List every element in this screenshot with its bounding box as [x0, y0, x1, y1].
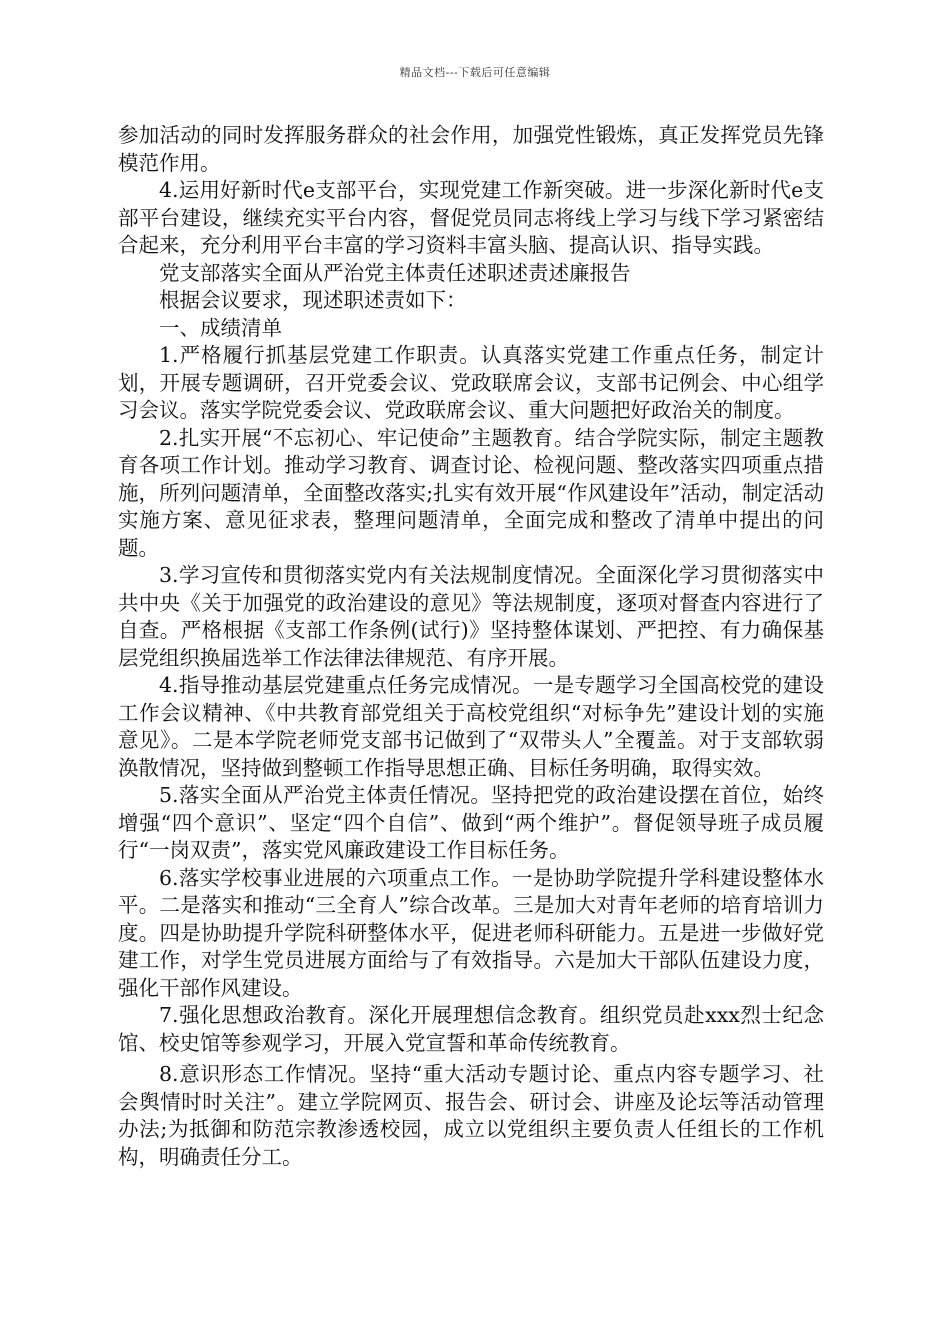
list-item: 5.落实全面从严治党主体责任情况。坚持把党的政治建设摆在首位，始终增强“四个意识”、坚定“四个自信”、做到“两个维护”。督促领导班子成员履行“一岗双责”，落实党风廉政建设工作目标任务。	[118, 783, 824, 862]
list-item: 7.强化思想政治教育。深化开展理想信念教育。组织党员赴xxx烈士纪念馆、校史馆等参观学习，开展入党宣誓和革命传统教育。	[118, 1003, 824, 1055]
list-item: 3.学习宣传和贯彻落实党内有关法规制度情况。全面深化学习贯彻落实中共中央《关于加强党的政治建设的意见》等法规制度，逐项对督查内容进行了自查。严格根据《支部工作条例(试行)》坚持整体谋划、严把控、有力确保基层党组织换届选举工作法律法律规范、有序开展。	[118, 563, 824, 670]
paragraph: 4.运用好新时代e支部平台，实现党建工作新突破。进一步深化新时代e支部平台建设，继续充实平台内容，督促党员同志将线上学习与线下学习紧密结合起来，充分利用平台丰富的学习资料丰富头脑、提高认识、指导实践。	[118, 178, 824, 257]
section-heading: 一、成绩清单	[159, 315, 282, 340]
section-title: 党支部落实全面从严治党主体责任述职述责述廉报告	[159, 260, 631, 285]
paragraph: 根据会议要求，现述职述责如下：	[159, 288, 467, 312]
paragraph: 参加活动的同时发挥服务群众的社会作用，加强党性锻炼，真正发挥党员先锋模范作用。	[118, 123, 824, 175]
list-item: 8.意识形态工作情况。坚持“重大活动专题讨论、重点内容专题学习、社会舆情时时关注”。建立学院网页、报告会、研讨会、讲座及论坛等活动管理办法;为抵御和防范宗教渗透校园，成立以党组织主要负责人任组长的工作机构，明确责任分工。	[118, 1062, 824, 1169]
list-item: 6.落实学校事业进展的六项重点工作。一是协助学院提升学科建设整体水平。二是落实和推动“三全育人”综合改革。三是加大对青年老师的培育培训力度。四是协助提升学院科研整体水平，促进老师科研能力。五是进一步做好党建工作，对学生党员进展方面给与了有效指导。六是加大干部队伍建设力度，强化干部作风建设。	[118, 865, 824, 1000]
list-item: 1.严格履行抓基层党建工作职责。认真落实党建工作重点任务，制定计划，开展专题调研，召开党委会议、党政联席会议，支部书记例会、中心组学习会议。落实学院党委会议、党政联席会议、重大问题把好政治关的制度。	[118, 343, 824, 422]
document-body	[118, 122, 824, 1171]
page-header: 精品文档---下载后可任意编辑	[399, 66, 551, 79]
list-item: 2.扎实开展“不忘初心、牢记使命”主题教育。结合学院实际，制定主题教育各项工作计划。推动学习教育、调查讨论、检视问题、整改落实四项重点措施，所列问题清单，全面整改落实;扎实有效开展“作风建设年”活动，制定活动实施方案、意见征求表，整理问题清单，全面完成和整改了清单中提出的问题。	[118, 425, 824, 560]
list-item: 4.指导推动基层党建重点任务完成情况。一是专题学习全国高校党的建设工作会议精神、《中共教育部党组关于高校党组织“对标争先”建设计划的实施意见》。二是本学院老师党支部书记做到了“双带头人”全覆盖。对于支部软弱涣散情况，坚持做到整顿工作指导思想正确、目标任务明确，取得实效。	[118, 673, 824, 780]
